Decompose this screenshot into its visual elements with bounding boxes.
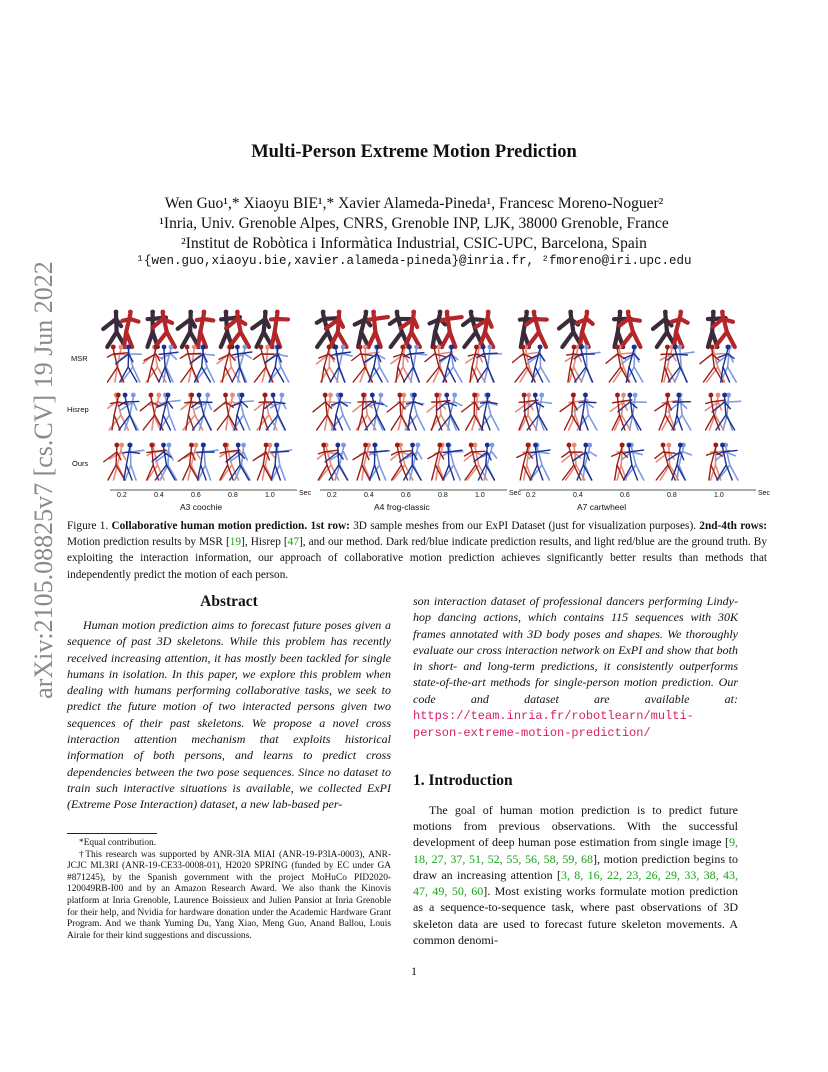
time-tick-label: 1.0 <box>714 492 724 499</box>
skeleton-thumbnail <box>217 345 252 382</box>
intro-text-b: ], motion prediction begins to draw an increasing attention [ <box>413 851 739 882</box>
intro-text-c: ]. Most existing works formulate motion prediction as a sequence-to-sequence task, where past observations of 3D skeleton data are used to forecast future skeleton movements. A common denomi- <box>413 884 738 948</box>
caption-text-a: Motion prediction results by MSR [ <box>67 536 230 549</box>
skeleton-thumbnail <box>180 345 214 382</box>
right-column <box>413 593 738 948</box>
citation-group-motion-prediction[interactable]: 3, 8, 16, 22, 23, 26, 29, 33, 38, 43, 47, 49, 50, 60 <box>413 867 738 899</box>
skeleton-thumbnail <box>317 443 347 480</box>
figure-1 <box>64 300 771 520</box>
skeleton-thumbnail <box>606 345 643 382</box>
time-tick-label: 0.2 <box>327 492 337 499</box>
caption-label: Figure 1. <box>67 520 109 532</box>
introduction-body <box>413 802 738 949</box>
time-tick-label: 0.2 <box>526 492 536 499</box>
abstract-body <box>67 617 391 813</box>
sequence-label-a3: A3 coochie <box>180 502 223 512</box>
skeleton-thumbnail <box>352 345 388 382</box>
skeleton-thumbnail <box>387 393 424 430</box>
mesh-thumbnail <box>103 310 138 347</box>
caption-text-b: ], Hisrep [ <box>241 536 288 549</box>
footnote-funding: †This research was supported by ANR-3IA MIAI (ANR-19-P3IA-0003), ANR-JCJC ML3RI (ANR-19-CE33-0008-01), H2020 SPRING (funded by EC under GA #871245), by the Spanish government with the project MoHuCo PID2020-120049RB-I00 and by an Amazon Research Award. We also thank the Kinovis platform at Inria Grenoble, Laurence Boissieux and Julien Pansiot at Inria Grenoble for their help, and Nvidia for hardware donation under the Academic Hardware Grant Program. And we thank Yuming Du, Yang Xiao, Meng Guo, Anand Ballou, Louis Airale for their kind suggestions and discussions. <box>67 849 391 941</box>
footnote-equal-contribution: *Equal contribution. <box>79 838 157 848</box>
skeleton-thumbnail <box>705 393 740 430</box>
mesh-thumbnail <box>653 310 688 347</box>
skeleton-thumbnail <box>353 443 390 480</box>
skeleton-thumbnail <box>214 393 253 430</box>
skeleton-thumbnail <box>391 345 427 382</box>
introduction-heading: 1. Introduction <box>413 771 513 789</box>
mesh-thumbnail <box>614 310 640 347</box>
time-tick-label: 0.4 <box>154 492 164 499</box>
skeleton-thumbnail <box>562 443 597 480</box>
skeleton-thumbnail <box>512 345 549 382</box>
sequence-label-a7: A7 cartwheel <box>577 502 627 512</box>
skeleton-thumbnail <box>143 345 178 382</box>
time-unit-label: Sec <box>299 490 312 497</box>
skeleton-thumbnail <box>655 393 691 430</box>
skeleton-thumbnail <box>147 443 177 480</box>
skeleton-thumbnail <box>313 393 351 430</box>
author-block <box>0 194 828 254</box>
citation-msr[interactable]: 19 <box>229 536 242 549</box>
skeleton-thumbnail <box>612 443 644 480</box>
caption-title: Collaborative human motion prediction. <box>111 520 308 532</box>
skeleton-thumbnail <box>655 443 691 480</box>
row-label-msr: MSR <box>71 354 88 363</box>
row-label-ours: Ours <box>72 459 89 468</box>
caption-text-c: ], and our method. Dark red/blue indicate prediction results, and light red/blue are the ground truth. By exploiting the interaction information, our approach of collaborative motion prediction achieves significantly better results than methods that independently predict the motion of each person. <box>67 536 767 581</box>
mesh-thumbnail <box>252 310 288 347</box>
mesh-thumbnail <box>463 310 493 347</box>
skeleton-thumbnail <box>466 345 502 382</box>
skeleton-thumbnail <box>516 393 552 430</box>
author-list: Wen Guo¹,* Xiaoyu BIE¹,* Xavier Alameda-Pineda¹, Francesc Moreno-Noguer² <box>164 195 664 212</box>
caption-row1-label: 1st row: <box>310 520 350 532</box>
citation-group-pose-estimation[interactable]: 9, 18, 27, 37, 51, 52, 55, 56, 58, 59, 68 <box>413 835 738 866</box>
left-column <box>67 593 391 813</box>
mesh-thumbnail <box>178 310 214 347</box>
time-tick-label: 0.6 <box>191 492 201 499</box>
skeleton-thumbnail <box>255 393 287 430</box>
mesh-thumbnail <box>317 310 347 347</box>
time-tick-label: 0.8 <box>667 492 677 499</box>
skeleton-thumbnail <box>353 393 387 430</box>
skeleton-thumbnail <box>316 345 352 382</box>
caption-rows-label: 2nd-4th rows: <box>699 520 768 532</box>
skeleton-thumbnail <box>427 393 462 430</box>
citation-hisrep[interactable]: 47 <box>287 536 299 549</box>
skeleton-thumbnail <box>108 393 139 430</box>
mesh-thumbnail <box>708 310 735 347</box>
skeleton-thumbnail <box>391 443 422 480</box>
skeleton-thumbnail <box>700 345 736 382</box>
time-unit-label: Sec <box>509 490 522 497</box>
arxiv-identifier: arXiv:2105.08825v7 [cs.CV] 19 Jun 2022 <box>29 261 58 699</box>
mesh-thumbnail <box>147 310 175 347</box>
time-tick-label: 1.0 <box>265 492 275 499</box>
page-number: 1 <box>411 964 417 978</box>
affiliation-inria: ¹Inria, Univ. Grenoble Alpes, CNRS, Grenoble INP, LJK, 38000 Grenoble, France <box>159 215 669 232</box>
row-label-hisrep: Hisrep <box>67 405 89 414</box>
skeleton-thumbnail <box>253 443 292 480</box>
sequence-label-a4: A4 frog-classic <box>374 502 430 512</box>
time-tick-label: 0.8 <box>438 492 448 499</box>
skeleton-thumbnail <box>610 393 646 430</box>
paper-title: Multi-Person Extreme Motion Prediction <box>251 142 577 162</box>
skeleton-thumbnail <box>104 443 144 480</box>
footnote-divider <box>67 833 157 834</box>
footnotes <box>67 838 391 942</box>
time-tick-label: 0.4 <box>364 492 374 499</box>
mesh-thumbnail <box>430 310 462 347</box>
skeleton-thumbnail <box>462 393 499 430</box>
time-tick-label: 0.8 <box>228 492 238 499</box>
skeleton-thumbnail <box>565 345 600 382</box>
time-tick-label: 1.0 <box>475 492 485 499</box>
abstract-text: Human motion prediction aims to forecast future poses given a sequence of past 3D skeletons. While this problem has recently received increasing attention, it has mostly been tackled for single humans in isolation. In this paper, we explore this problem when dealing with humans performing collaborative tasks, we seek to predict the future motion of two interacted persons given two sequences of their past skeletons. We propose a novel cross interaction attention mechanism that exploits historical information of both persons, and learns to predict cross dependencies between the two pose sequences. Since no dataset to train such interactive situations is available, we collected ExPI (Extreme Pose Interaction) dataset, a new lab-based per- <box>67 618 391 812</box>
mesh-thumbnail <box>559 310 593 347</box>
skeleton-thumbnail <box>464 443 496 480</box>
intro-text-a: The goal of human motion prediction is to predict future motions from previous observations. With the successful development of deep human pose estimation from single image [ <box>413 802 738 850</box>
skeleton-thumbnail <box>178 443 218 480</box>
skeleton-thumbnail <box>428 443 463 480</box>
skeleton-thumbnail <box>181 393 212 430</box>
project-url-link[interactable]: https://team.inria.fr/robotlearn/multi-person-extreme-motion-prediction/ <box>413 709 694 741</box>
skeleton-thumbnail <box>140 393 180 430</box>
caption-row1-text: 3D sample meshes from our ExPI Dataset (just for visualization purposes). <box>353 520 697 532</box>
time-tick-label: 0.6 <box>620 492 630 499</box>
mesh-thumbnail <box>221 310 249 347</box>
time-tick-label: 0.6 <box>401 492 411 499</box>
figure-caption <box>67 518 767 583</box>
time-unit-label: Sec <box>758 490 771 497</box>
mesh-thumbnail <box>390 310 420 347</box>
skeleton-thumbnail <box>220 443 250 480</box>
skeleton-thumbnail <box>560 393 597 430</box>
skeleton-thumbnail <box>425 345 462 382</box>
mesh-thumbnail <box>355 310 388 347</box>
skeleton-thumbnail <box>517 443 550 480</box>
abstract-heading: Abstract <box>200 593 258 610</box>
skeleton-thumbnail <box>254 345 289 382</box>
abstract-continued <box>413 593 738 742</box>
mesh-thumbnail <box>520 310 547 347</box>
author-emails: ¹{wen.guo,xiaoyu.bie,xavier.alameda-pineda}@inria.fr, ²fmoreno@iri.upc.edu <box>136 254 692 268</box>
affiliation-iri: ²Institut de Robòtica i Informàtica Industrial, CSIC-UPC, Barcelona, Spain <box>181 235 647 252</box>
skeleton-thumbnail <box>707 443 738 480</box>
time-tick-label: 0.4 <box>573 492 583 499</box>
skeleton-thumbnail <box>660 345 694 382</box>
abstract-continued-text: son interaction dataset of professional dancers performing Lindy-hop dancing actions, which contains 115 sequences with 30K frames annotated with 3D body poses and shapes. We thoroughly evaluate our cross interaction network on ExPI and show that both in short- and long-term predictions, it consistently outperforms state-of-the-art methods for single-person motion prediction. Our code and dataset are available at: <box>413 594 738 706</box>
time-tick-label: 0.2 <box>117 492 127 499</box>
skeleton-thumbnail <box>107 345 141 382</box>
